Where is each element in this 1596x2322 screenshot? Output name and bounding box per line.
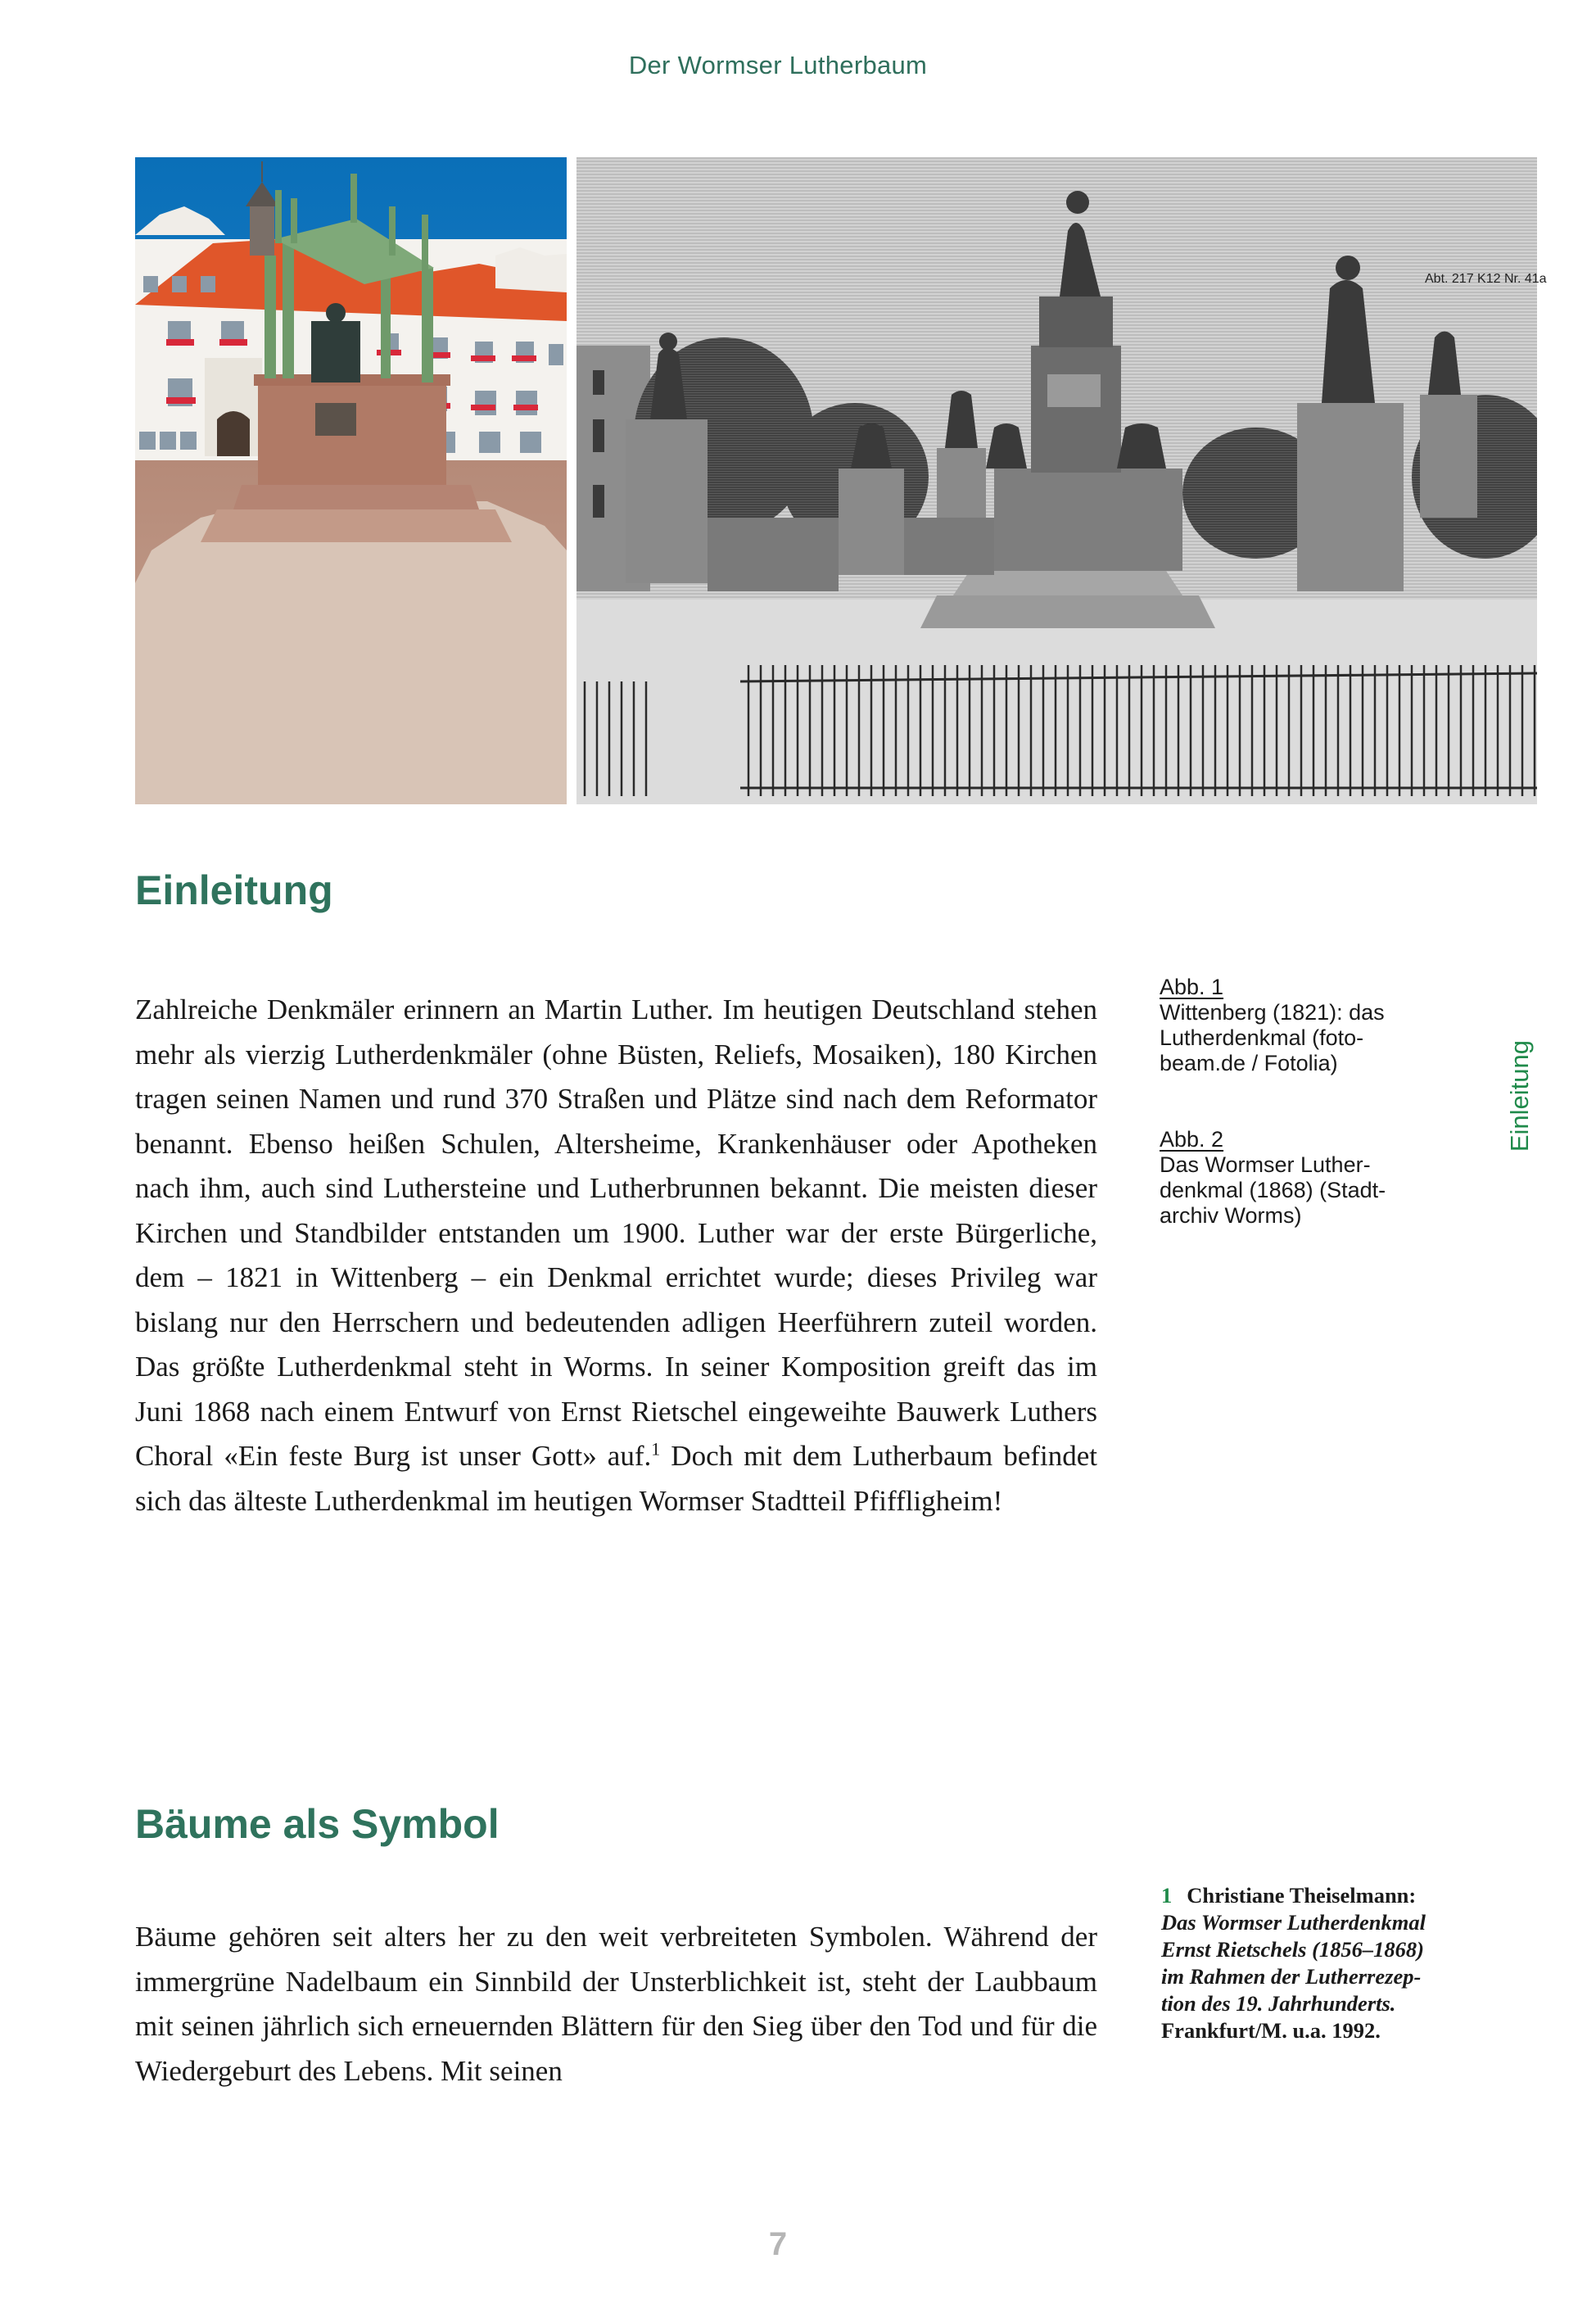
paragraph-part-1: Zahlreiche Denkmäler erinnern an Martin Luther. Im heutigen Deutschland stehen mehr als vierzig Lutherdenkmäler (ohne Büsten, Reliefs, Mosaiken), 180 Kirchen tragen seinen Namen und rund 370 Straßen und Plätze sind nach dem Reformator benannt. Ebenso heißen Schulen, Altersheime, Krankenhäuser oder Apotheken nach ihm, auch sind Luthersteine und Lutherbrunnen bekannt. Die meisten dieser Kirchen und Standbilder entstanden um 1900. Luther war der erste Bürgerliche, dem – 1821 in Wittenberg – ein Denkmal errichtet wurde; dieses Privileg war bislang nur den Herrschern und bedeutenden adligen Heerführern zuteil worden. Das größte Lutherdenkmal steht in Worms. In seiner Komposition greift das im Juni 1868 nach einem Entwurf von Ernst Rietschel eingeweihte Bauwerk Luthers Choral «Ein feste Burg ist unser Gott» auf. xyxy=(135,994,1097,1472)
paragraph-part-2: Doch mit dem Lutherbaum befindet sich das älteste Lutherdenkmal im heutigen Wormser Stadtteil Pfiffligheim! xyxy=(135,1440,1098,1517)
caption-label-abb-2: Abb. 2 xyxy=(1160,1127,1224,1152)
body-paragraph-einleitung xyxy=(135,988,1097,1523)
figure-wittenberg-photo xyxy=(135,157,567,804)
caption-label-abb-1: Abb. 1 xyxy=(1160,975,1224,999)
section-heading-baeume-als-symbol: Bäume als Symbol xyxy=(135,1801,500,1847)
footnote-reference-1[interactable]: 1 xyxy=(651,1438,661,1460)
figure-worms-engraving xyxy=(576,157,1537,804)
caption-abb-2 xyxy=(1160,1127,1430,1229)
caption-text-abb-1: Wittenberg (1821): das Lutherdenkmal (fotobeam.de / Fotolia) xyxy=(1160,1000,1385,1075)
running-head: Der Wormser Lutherbaum xyxy=(628,51,928,79)
image-credit-vertical: Abt. 217 K12 Nr. 41a xyxy=(1425,272,1547,286)
margin-tab-einleitung: Einleitung xyxy=(1505,1040,1534,1152)
footnote-1 xyxy=(1161,1882,1431,2044)
footnote-title: Das Wormser Lutherdenkmal Ernst Rietschels (1856–1868) im Rahmen der Lutherrezeption des 19. Jahrhunderts. xyxy=(1161,1910,1426,2016)
caption-abb-1 xyxy=(1160,975,1430,1076)
section-heading-einleitung: Einleitung xyxy=(135,867,333,913)
caption-text-abb-2: Das Wormser Lutherdenkmal (1868) (Stadtarchiv Worms) xyxy=(1160,1152,1386,1228)
page-number: 7 xyxy=(768,2226,788,2262)
footnote-number: 1 xyxy=(1161,1883,1173,1908)
footnote-author: Christiane Theiselmann: xyxy=(1187,1883,1417,1908)
body-paragraph-baeume: Bäume gehören seit alters her zu den weit verbreiteten Symbolen. Während der immergrüne Nadelbaum ein Sinnbild der Unsterblichkeit ist, steht der Laubbaum mit seinen jährlich sich erneuernden Blättern für den Sieg über den Tod und für die Wiedergeburt des Lebens. Mit seinen xyxy=(135,1921,1097,2087)
footnote-place-year: Frankfurt/M. u.a. 1992. xyxy=(1161,2018,1381,2043)
